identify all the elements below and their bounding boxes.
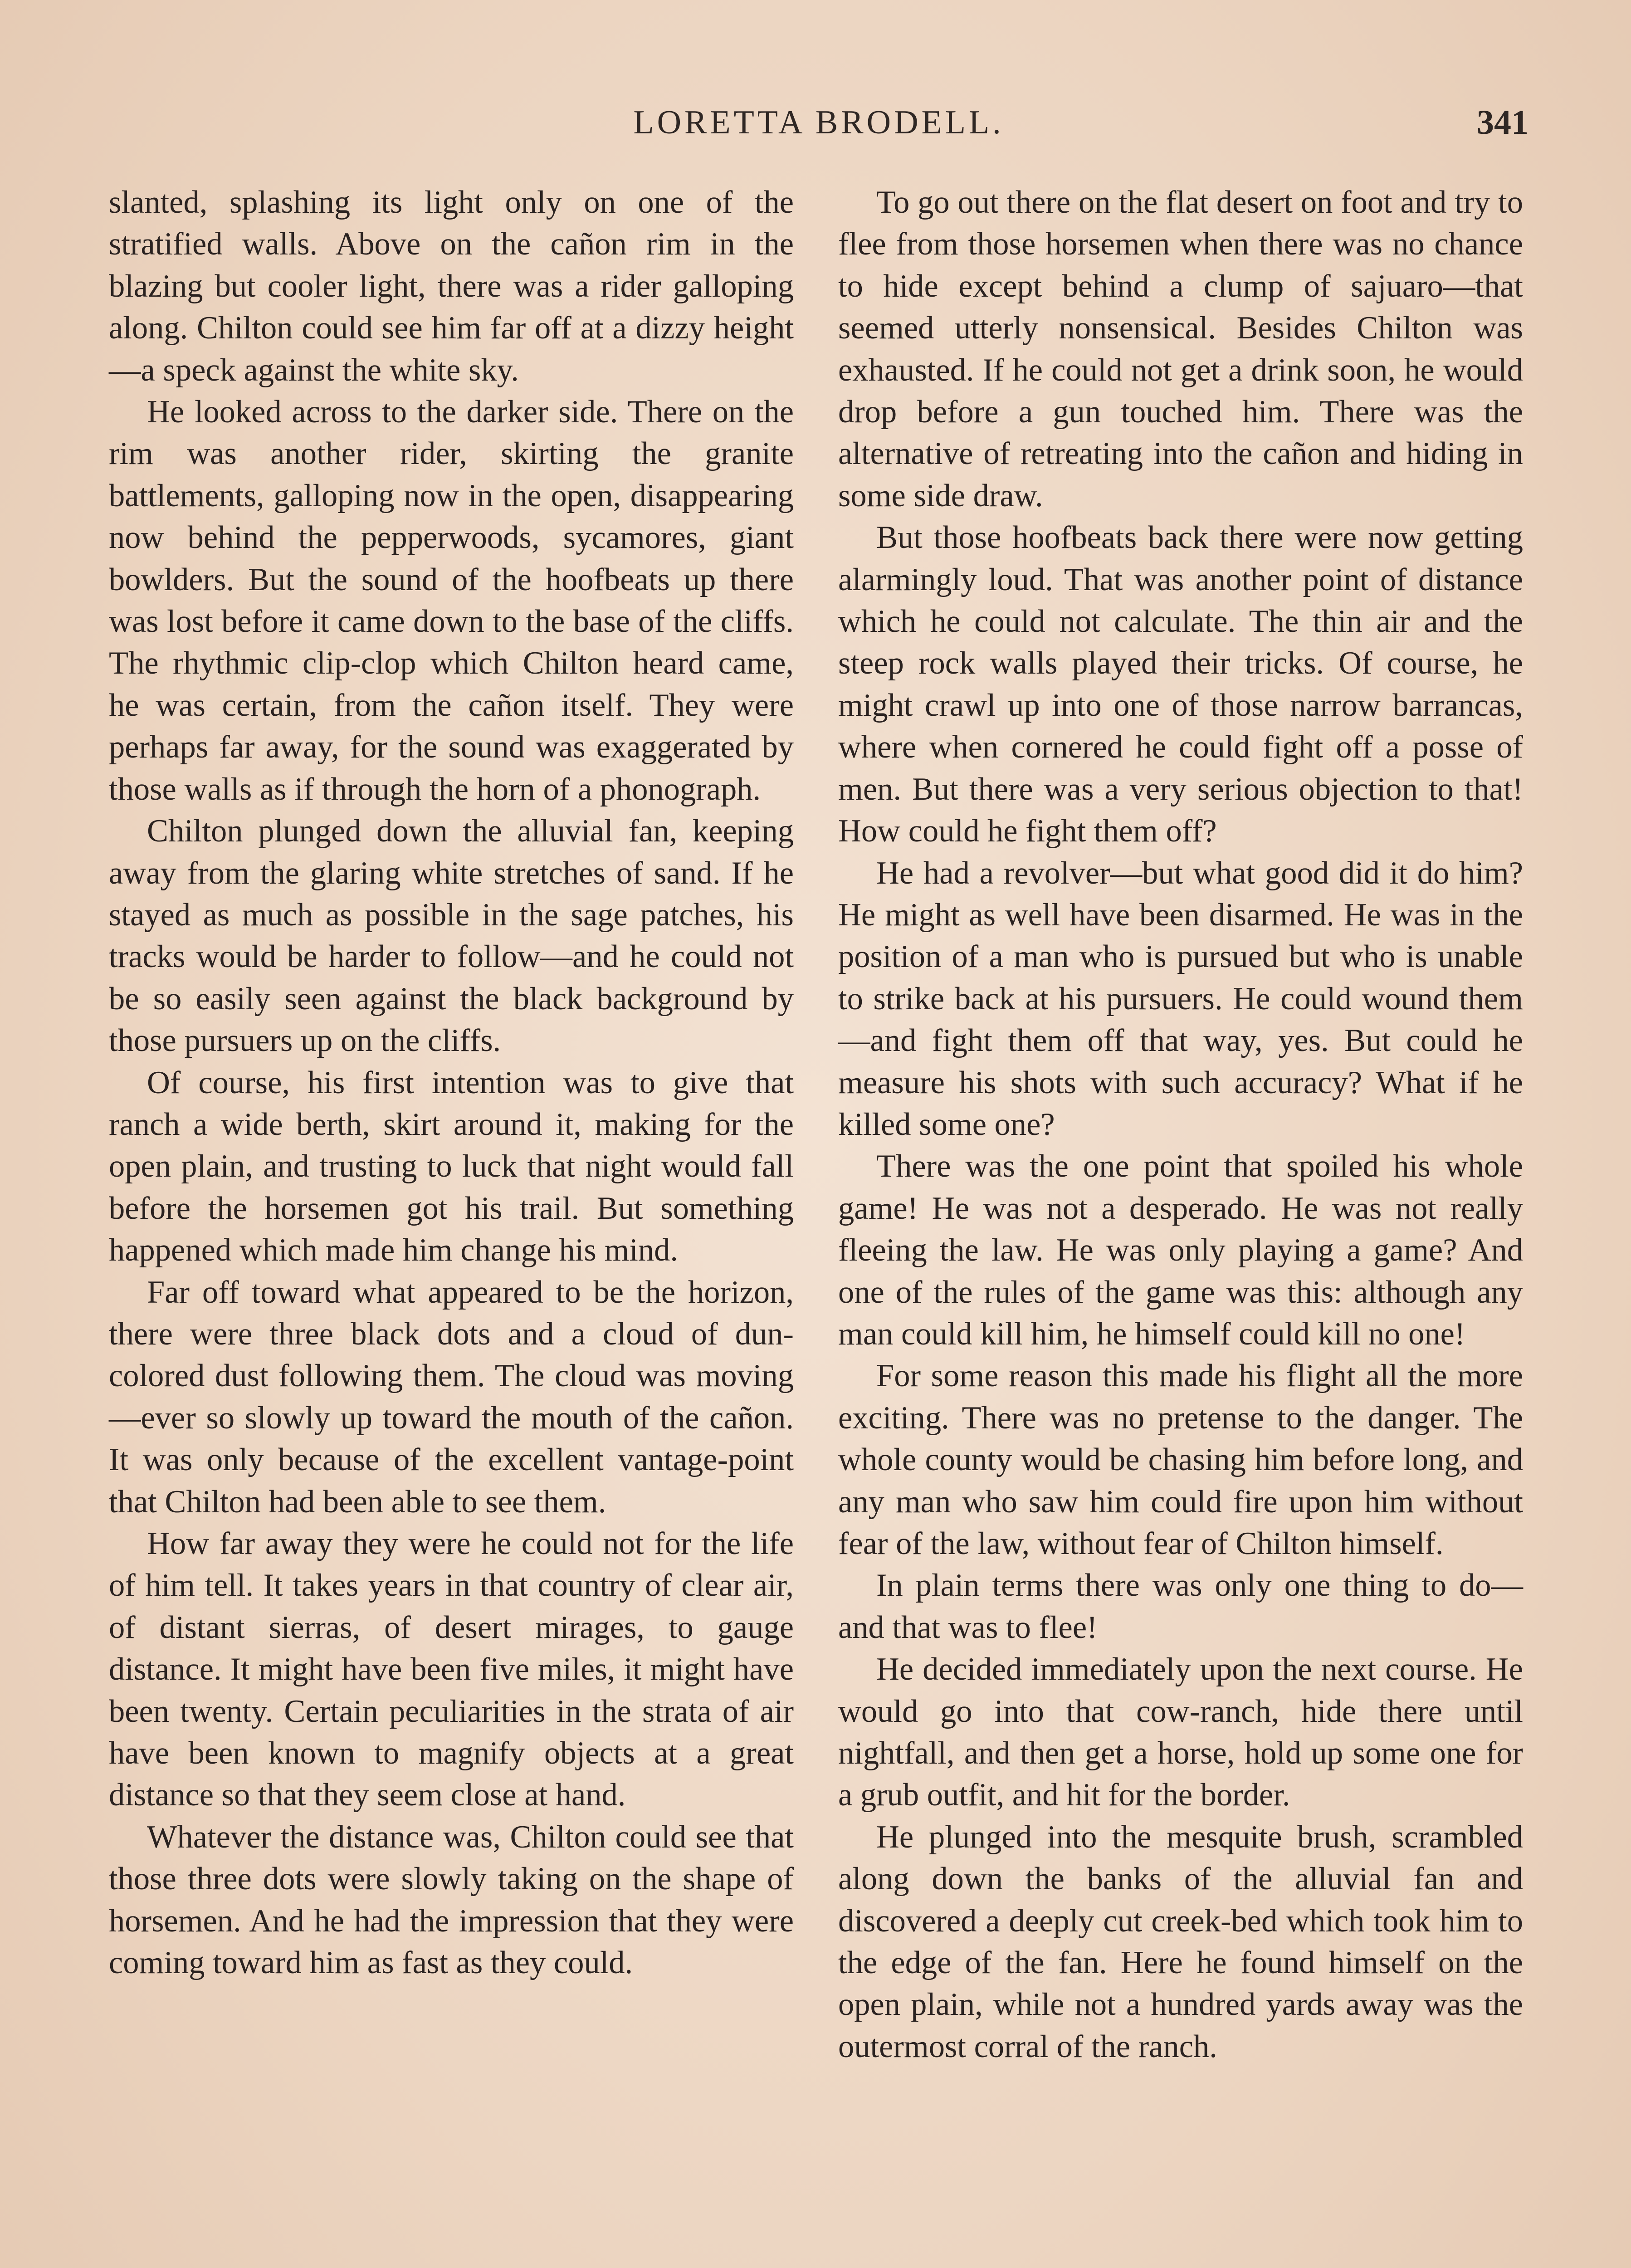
paragraph: Whatever the distance was, Chilton could see that those three dots were slowly taking on the shape of horsemen. And he had the impression that they were coming toward him as fast as they could. (109, 1819, 794, 1981)
running-title: LORETTA BRODELL. (633, 104, 1004, 141)
paragraph: He had a revolver—but what good did it do him? He might as well have been disarmed. He was in the position of a man who is pursued but who is unable to strike back at his pursuers. He could wound them—and fight them off that way, yes. But could he measure his shots with such accuracy? What if he killed some one? (838, 855, 1523, 1142)
paragraph: slanted, splashing its light only on one of the stratified walls. Above on the cañon rim in the blazing but cooler light, there was a rider galloping along. Chilton could see him far off at a dizzy height—a speck against the white sky. (109, 185, 794, 388)
paragraph: He decided immediately upon the next course. He would go into that cow-ranch, hide there until nightfall, and then get a horse, hold up some one for a grub outfit, and hit for the border. (838, 1652, 1523, 1813)
paragraph: There was the one point that spoiled his whole game! He was not a desperado. He was not really fleeing the law. He was only playing a game? And one of the rules of the game was this: although any man could kill him, he himself could kill no one! (838, 1149, 1523, 1352)
paragraph: How far away they were he could not for the life of him tell. It takes years in that country of clear air, of distant sierras, of desert mirages, to gauge distance. It might have been five miles, it might have been twenty. Certain peculiarities in the strata of air have been known to magnify objects at a great distance so that they seem close at hand. (109, 1526, 794, 1813)
paragraph: He plunged into the mesquite brush, scrambled along down the banks of the alluvial fan and discovered a deeply cut creek-bed which took him to the edge of the fan. Here he found himself on the open plain, while not a hundred yards away was the outermost corral of the ranch. (838, 1819, 1523, 2064)
paragraph: But those hoofbeats back there were now getting alarmingly loud. That was another point of distance which he could not calculate. The thin air and the steep rock walls played their tricks. Of course, he might crawl up into one of those narrow barrancas, where when cornered he could fight off a posse of men. But there was a very serious objection to that! How could he fight them off? (838, 520, 1523, 849)
paragraph: For some reason this made his flight all the more exciting. There was no pretense to the danger. The whole county would be chasing him before long, and any man who saw him could fire upon him without fear of the law, without fear of Chilton himself. (838, 1358, 1523, 1561)
paragraph: To go out there on the flat desert on foot and try to flee from those horsemen when there was no chance to hide except behind a clump of sajuaro—that seemed utterly nonsensical. Besides Chilton was exhausted. If he could not get a drink soon, he would drop before a gun touched him. There was the alternative of retreating into the cañon and hiding in some side draw. (838, 185, 1523, 513)
page-number: 341 (1477, 103, 1528, 142)
page-header (109, 93, 1528, 152)
left-column (109, 181, 794, 1984)
paragraph: Chilton plunged down the alluvial fan, keeping away from the glaring white stretches of sand. If he stayed as much as possible in the sage patches, his tracks would be harder to follow—and he could not be so easily seen against the black background by those pursuers up on the cliffs. (109, 813, 794, 1059)
paragraph: Far off toward what appeared to be the horizon, there were three black dots and a cloud of dun-colored dust following them. The cloud was moving—ever so slowly up toward the mouth of the cañon. It was only because of the excellent vantage-point that Chilton had been able to see them. (109, 1274, 794, 1520)
paragraph: He looked across to the darker side. There on the rim was another rider, skirting the granite battlements, galloping now in the open, disappearing now behind the pepperwoods, sycamores, giant bowlders. But the sound of the hoofbeats up there was lost before it came down to the base of the cliffs. The rhythmic clip-clop which Chilton heard came, he was certain, from the cañon itself. They were perhaps far away, for the sound was exaggerated by those walls as if through the horn of a phonograph. (109, 394, 794, 807)
right-column (838, 181, 1523, 2068)
paragraph: Of course, his first intention was to give that ranch a wide berth, skirt around it, making for the open plain, and trusting to luck that night would fall before the horsemen got his trail. But something happened which made him change his mind. (109, 1065, 794, 1268)
paragraph: In plain terms there was only one thing to do—and that was to flee! (838, 1568, 1523, 1645)
